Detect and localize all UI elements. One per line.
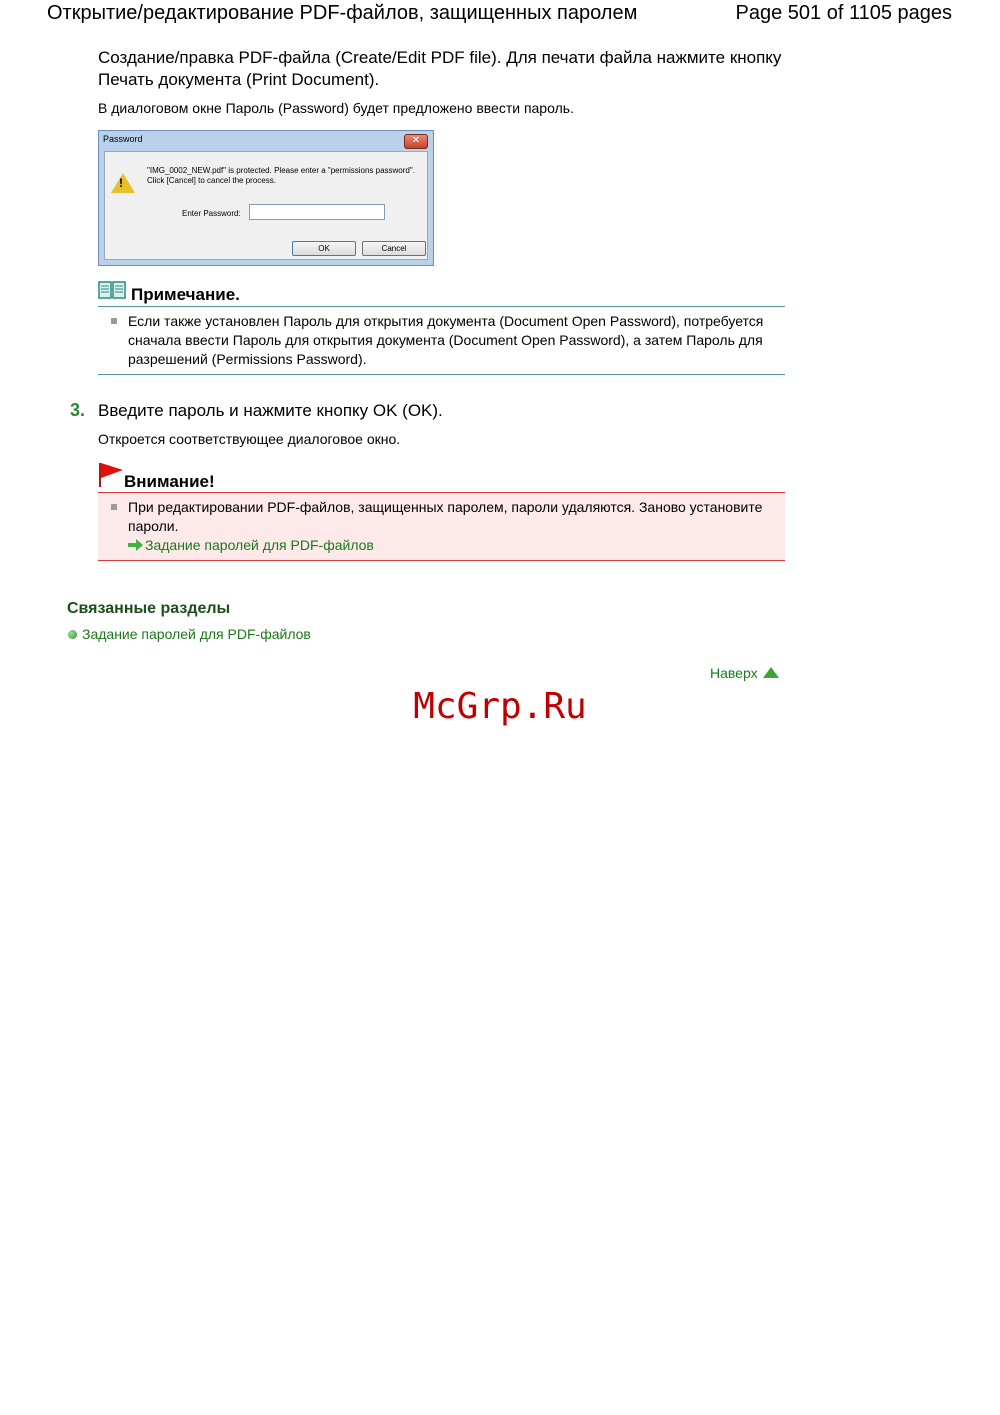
step-number: 3. (70, 400, 86, 420)
dialog-message: "IMG_0002_NEW.pdf" is protected. Please enter a "permissions password". Click [Cancel] to cancel the process. (147, 166, 415, 185)
up-triangle-icon (763, 667, 779, 678)
back-to-top-label[interactable]: Наверх (710, 665, 758, 681)
related-link[interactable]: Задание паролей для PDF-файлов (82, 626, 311, 642)
dialog-title: Password (103, 134, 143, 144)
green-dot-icon (68, 630, 77, 639)
book-icon (98, 280, 126, 300)
note-item-text: Если также установлен Пароль для открытия документа (Document Open Password), потребуется сначала ввести Пароль для открытия документа (Document Open Password), а затем Пароль для разрешений (Permissions Password). (128, 313, 764, 367)
related-link-item[interactable] (68, 626, 311, 642)
page-header-title: Открытие/редактирование PDF-файлов, защищенных паролем (47, 2, 638, 24)
caution-header (98, 462, 785, 493)
intro-dialog-hint: В диалоговом окне Пароль (Password) будет предложено ввести пароль. (98, 100, 574, 116)
caution-link[interactable]: Задание паролей для PDF-файлов (145, 537, 374, 553)
intro-block (98, 47, 798, 118)
page-number: Page 501 of 1105 pages (735, 2, 952, 24)
ok-button: OK (292, 241, 356, 256)
note-title: Примечание. (131, 285, 240, 304)
caution-item-text: При редактировании PDF-файлов, защищенных паролем, пароли удаляются. Заново установите пароли. (128, 499, 763, 534)
step-instruction: Введите пароль и нажмите кнопку OK (OK). (98, 401, 443, 420)
green-arrow-icon (128, 539, 144, 551)
caution-body (98, 493, 785, 561)
caution-title: Внимание! (124, 472, 215, 491)
note-header (98, 280, 785, 307)
cancel-button: Cancel (362, 241, 426, 256)
password-dialog-screenshot (98, 130, 434, 266)
step-description: Откроется соответствующее диалоговое окно. (98, 431, 401, 447)
related-title: Связанные разделы (67, 600, 231, 617)
warning-icon (111, 173, 135, 193)
dialog-body (104, 151, 428, 260)
close-icon: ✕ (404, 134, 428, 149)
watermark: McGrp.Ru (413, 686, 587, 727)
password-field-label: Enter Password: (182, 209, 241, 218)
bullet-icon (111, 504, 117, 510)
back-to-top[interactable] (710, 665, 779, 681)
password-input (249, 204, 385, 220)
note-body (98, 307, 785, 375)
caution-link-row[interactable] (128, 536, 768, 555)
red-flag-icon (98, 462, 124, 488)
warning-icon-mark: ! (119, 176, 123, 190)
bullet-icon (111, 318, 117, 324)
intro-paragraph: Создание/правка PDF-файла (Create/Edit PDF file). Для печати файла нажмите кнопку Печать документа (Print Document). (98, 48, 782, 89)
